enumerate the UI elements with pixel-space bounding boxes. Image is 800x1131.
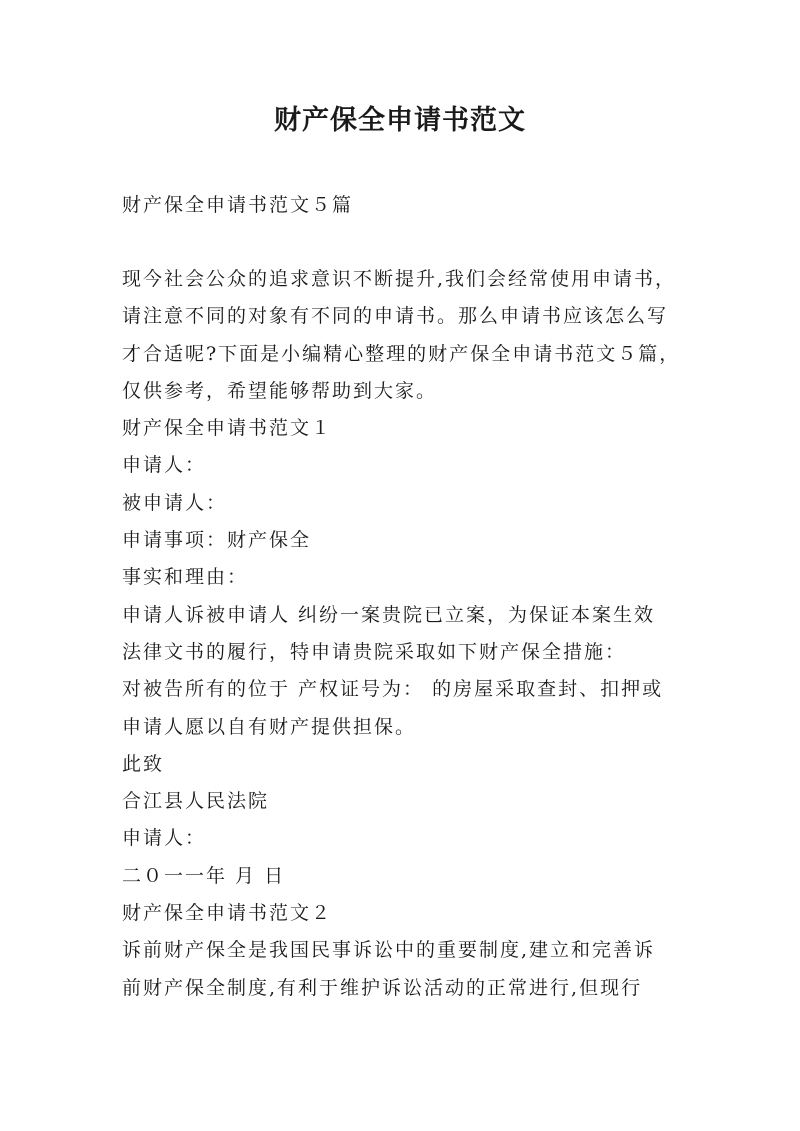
body-line: 请注意不同的对象有不同的申请书。那么申请书应该怎么写 — [122, 305, 669, 328]
body-line: 前财产保全制度,有利于维护诉讼活动的正常进行,但现行 — [122, 976, 643, 999]
body-line: 合江县人民法院 — [122, 790, 270, 813]
document-body — [122, 261, 692, 1007]
body-line: 申请人愿以自有财产提供担保。 — [122, 715, 417, 738]
document-subtitle: 财产保全申请书范文５篇 — [122, 194, 354, 216]
body-line: 二０一一年 月 日 — [122, 864, 286, 887]
body-line: 才合适呢?下面是小编精心整理的财产保全申请书范文５篇， — [122, 342, 681, 365]
section-heading: 财产保全申请书范文２ — [122, 902, 333, 925]
body-line: 申请人诉被申请人 纠纷一案贵院已立案，为保证本案生效 — [122, 603, 656, 626]
body-line: 仅供参考，希望能够帮助到大家。 — [122, 379, 438, 402]
body-line: 法律文书的履行，特申请贵院采取如下财产保全措施： — [122, 640, 627, 663]
body-line: 事实和理由： — [122, 566, 249, 589]
body-line: 申请人： — [122, 827, 207, 850]
body-line: 现今社会公众的追求意识不断提升,我们会经常使用申请书， — [122, 268, 677, 290]
body-line: 对被告所有的位于 产权证号为： 的房屋采取查封、扣押或 — [122, 678, 664, 701]
section-heading: 财产保全申请书范文１ — [122, 417, 333, 440]
body-line: 此致 — [122, 752, 165, 775]
body-line: 被申请人： — [122, 491, 228, 514]
body-line: 诉前财产保全是我国民事诉讼中的重要制度,建立和完善诉 — [122, 939, 656, 962]
body-line: 申请人： — [122, 454, 207, 477]
body-line: 申请事项：财产保全 — [122, 529, 312, 552]
page-title: 财产保全申请书范文 — [274, 105, 526, 136]
